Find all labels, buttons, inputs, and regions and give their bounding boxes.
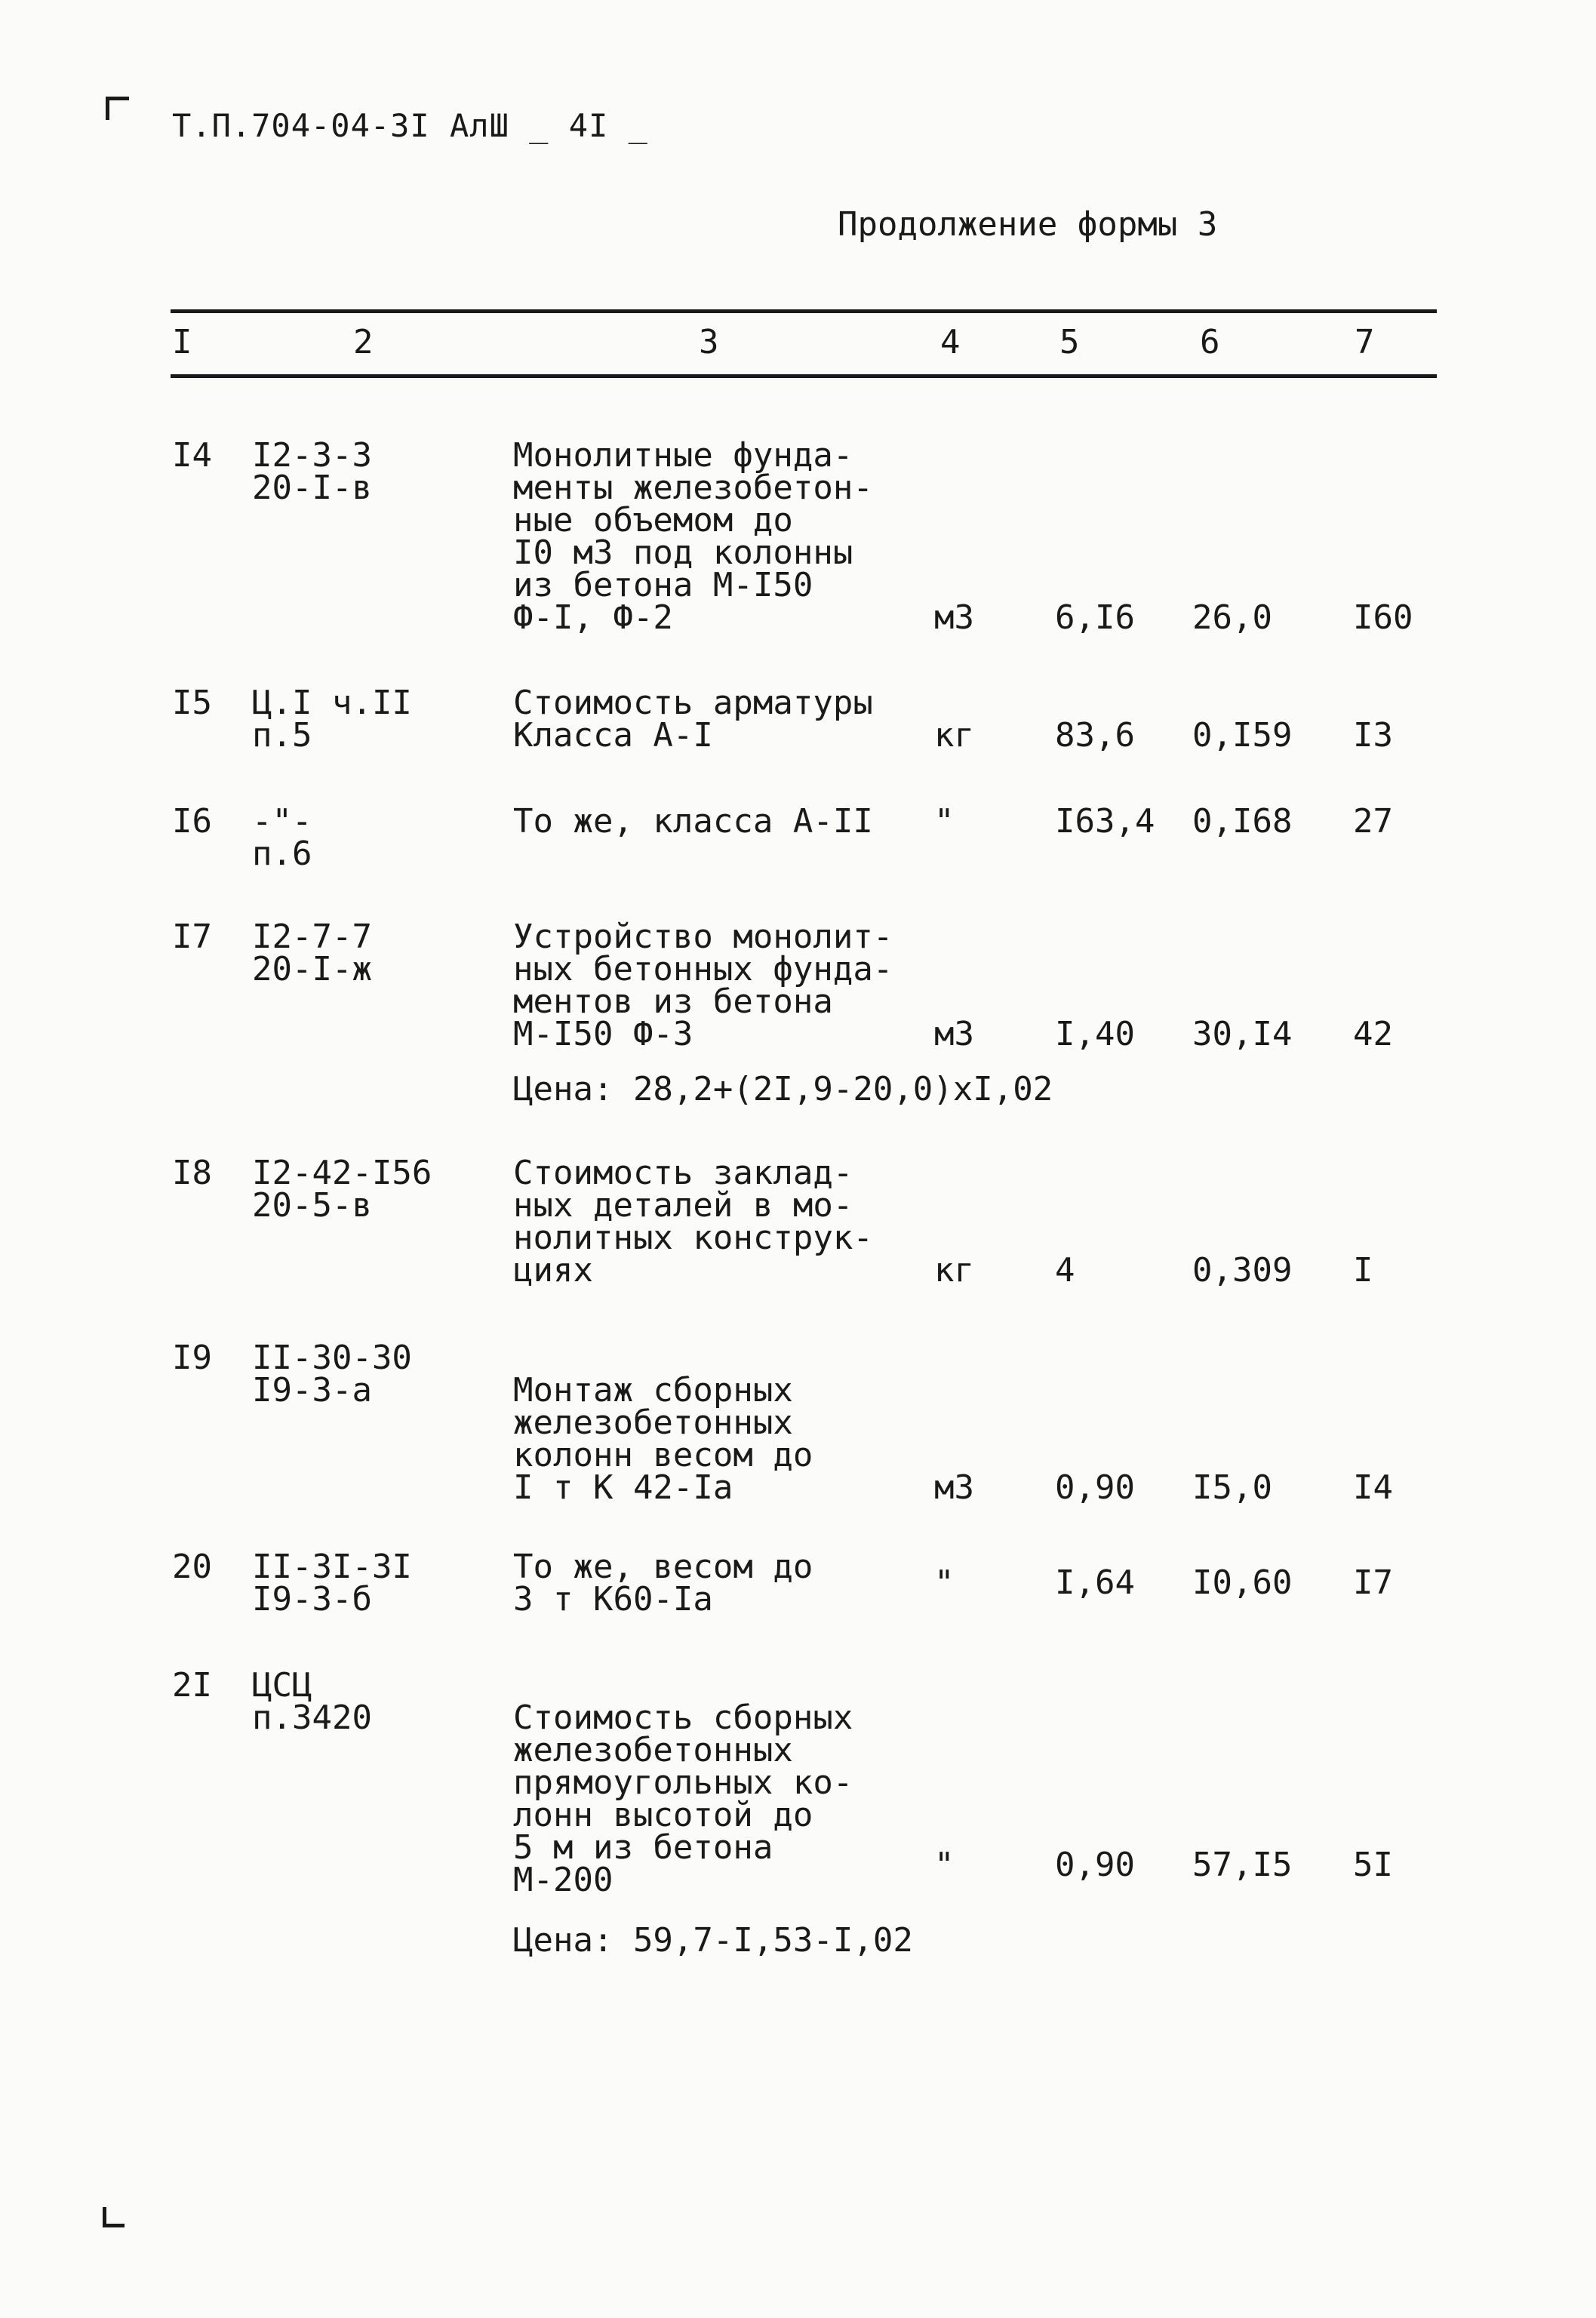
work-description: Монолитные фунда- менты железобетон- ные объемом до I0 м3 под колонны из бетона М-I50 Ф-I, Ф-2 <box>513 436 873 637</box>
work-description: То же, весом до 3 т К60-Iа <box>513 1548 813 1619</box>
unit-price: 57,I5 <box>1192 1846 1293 1884</box>
row-number: I9 <box>172 1339 212 1377</box>
column-header-3: 3 <box>699 323 719 361</box>
price-formula: Цена: 28,2+(2I,9-20,0)хI,02 <box>513 1070 1053 1108</box>
unit: " <box>934 1563 955 1602</box>
row-number: 20 <box>172 1548 212 1586</box>
quantity: I,40 <box>1055 1015 1135 1053</box>
total-cost: 42 <box>1353 1015 1393 1053</box>
work-description: Стоимость заклад- ных деталей в мо- нолитных конструк- циях <box>513 1154 873 1290</box>
norm-code: -"- п.6 <box>252 802 312 873</box>
norm-code: Ц.I ч.II п.5 <box>252 684 412 755</box>
total-cost: I3 <box>1353 716 1393 755</box>
norm-code: I2-42-I56 20-5-в <box>252 1154 432 1225</box>
unit: " <box>934 1846 955 1884</box>
column-header-2: 2 <box>353 323 374 361</box>
total-cost: I7 <box>1353 1563 1393 1602</box>
column-header-6: 6 <box>1200 323 1220 361</box>
price-formula: Цена: 59,7-I,53-I,02 <box>513 1921 913 1960</box>
quantity: 83,6 <box>1055 716 1135 755</box>
table-header-rule <box>171 374 1437 378</box>
work-description: То же, класса А-II <box>513 802 873 841</box>
table-top-rule <box>171 309 1437 313</box>
form-continuation-title: Продолжение формы 3 <box>838 205 1218 244</box>
row-number: I8 <box>172 1154 212 1192</box>
total-cost: I4 <box>1353 1468 1393 1507</box>
unit-price: 0,I59 <box>1192 716 1293 755</box>
row-number: 2I <box>172 1666 212 1705</box>
unit: м3 <box>934 598 974 637</box>
norm-code: I2-3-3 20-I-в <box>252 436 372 507</box>
row-number: I4 <box>172 436 212 475</box>
column-header-5: 5 <box>1059 323 1080 361</box>
total-cost: I60 <box>1353 598 1413 637</box>
row-number: I6 <box>172 802 212 841</box>
total-cost: 5I <box>1353 1846 1393 1884</box>
unit: м3 <box>934 1015 974 1053</box>
quantity: 4 <box>1055 1251 1075 1290</box>
unit-price: 0,309 <box>1192 1251 1293 1290</box>
row-number: I7 <box>172 918 212 956</box>
unit: м3 <box>934 1468 974 1507</box>
quantity: I63,4 <box>1055 802 1155 841</box>
column-header-1: I <box>172 323 192 361</box>
norm-code: II-30-30 I9-3-а <box>252 1339 412 1410</box>
column-header-4: 4 <box>940 323 961 361</box>
total-cost: I <box>1353 1251 1373 1290</box>
norm-code: I2-7-7 20-I-ж <box>252 918 372 988</box>
norm-code: II-3I-3I I9-3-б <box>252 1548 412 1619</box>
quantity: 6,I6 <box>1055 598 1135 637</box>
document-code: Т.П.704-04-3I АлШ _ 4I _ <box>172 107 648 144</box>
unit-price: 30,I4 <box>1192 1015 1293 1053</box>
norm-code: ЦСЦ п.3420 <box>252 1666 372 1737</box>
unit-price: 0,I68 <box>1192 802 1293 841</box>
work-description: Устройство монолит- ных бетонных фунда- ментов из бетона М-I50 Ф-3 <box>513 918 893 1053</box>
work-description: Монтаж сборных железобетонных колонн весом до I т К 42-Iа <box>513 1371 813 1507</box>
column-header-7: 7 <box>1355 323 1375 361</box>
quantity: 0,90 <box>1055 1846 1135 1884</box>
unit: кг <box>934 716 974 755</box>
unit-price: 26,0 <box>1192 598 1272 637</box>
unit-price: I0,60 <box>1192 1563 1293 1602</box>
total-cost: 27 <box>1353 802 1393 841</box>
corner-mark-top-left <box>106 97 129 120</box>
unit: " <box>934 802 955 841</box>
unit: кг <box>934 1251 974 1290</box>
unit-price: I5,0 <box>1192 1468 1272 1507</box>
quantity: I,64 <box>1055 1563 1135 1602</box>
work-description: Стоимость сборных железобетонных прямоугольных ко- лонн высотой до 5 м из бетона М-200 <box>513 1699 853 1899</box>
quantity: 0,90 <box>1055 1468 1135 1507</box>
row-number: I5 <box>172 684 212 722</box>
corner-mark-bottom-left <box>103 2207 125 2227</box>
work-description: Стоимость арматуры Класса А-I <box>513 684 873 755</box>
